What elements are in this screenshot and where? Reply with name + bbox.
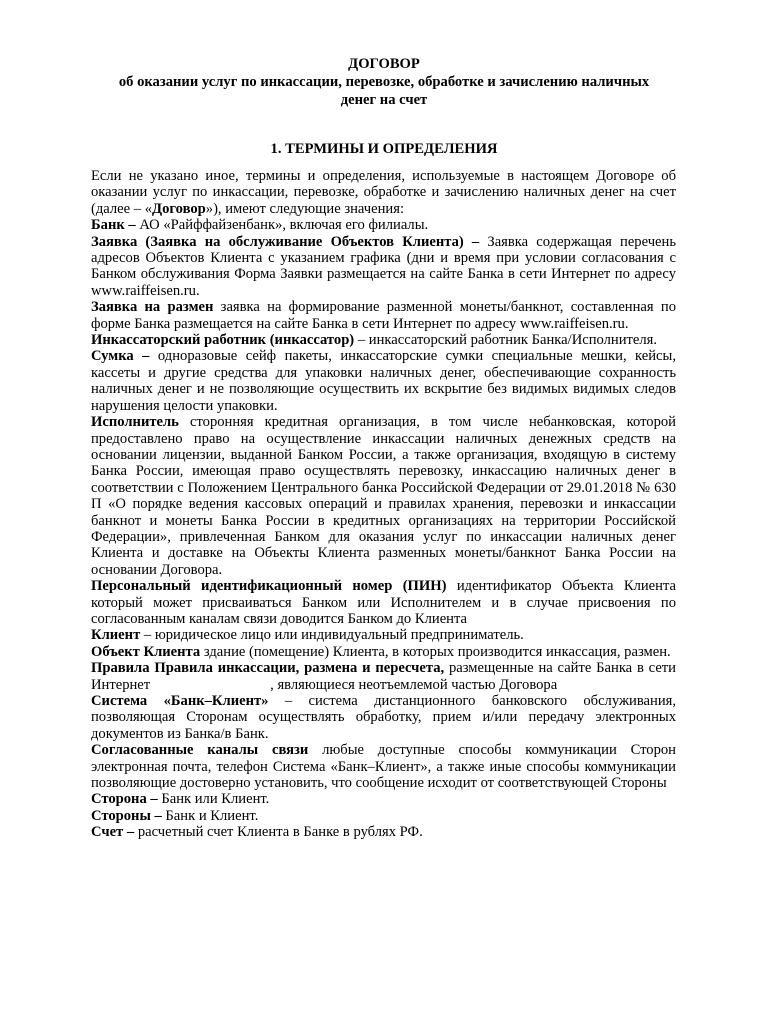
intro-text-start: Если не указано иное, термины и определения, используемые в настоящем Договоре об оказании услуг по инкассации, перевозке, обработке и зачислению наличных денег на счет (далее – « xyxy=(91,168,676,217)
document-header xyxy=(60,55,708,109)
definition-term: Стороны – xyxy=(91,807,162,824)
definition-collector xyxy=(91,332,676,348)
document-subtitle-line1: об оказании услуг по инкассации, перевозке, обработке и зачислению наличных xyxy=(118,74,650,90)
definition-text: расчетный счет Клиента в Банке в рублях РФ. xyxy=(134,824,423,841)
definition-account xyxy=(91,824,676,840)
definition-text: идентификатор Объекта Клиента который может присваиваться Банком или Исполнителем и в случае присвоения по согласованным каналам связи доводится Банком до Клиента xyxy=(91,578,676,627)
definition-pin xyxy=(91,578,676,627)
definition-term: Объект Клиента xyxy=(91,643,201,660)
definition-term: Правила Правила инкассации, размена и пересчета, xyxy=(91,660,445,677)
definition-bank xyxy=(91,217,676,233)
definition-term: Система «Банк–Клиент» xyxy=(91,693,269,709)
definition-communication-channels xyxy=(91,742,676,791)
definition-text: сторонняя кредитная организация, в том числе небанковская, которой предоставлено право на осуществление инкассации наличных денежных средств на основании лицензии, выданной Банком России, а также организация, входящую в систему Банка России, имеющая право осуществлять перевозку, инкассацию наличных денег в соответствии с Положением Центрального банка Российской Федерации от 29.01.2018 № 630 П «О порядке ведения кассовых операций и правилах хранения, перевозки и инкассации банкнот и монеты Банка России в кредитных организациях на территории Российской Федерации», привлеченная Банком для оказания услуг по инкассации наличных денег Клиента и доставке на Объекты Клиента разменных монеты/банкнот Банка России на основании Договора. xyxy=(91,414,676,578)
section-title: 1. ТЕРМИНЫ И ОПРЕДЕЛЕНИЯ xyxy=(270,141,498,157)
intro-term: Договор xyxy=(152,200,206,217)
definitions-body xyxy=(91,168,676,841)
definition-executor xyxy=(91,414,676,578)
intro-text-end: »), имеют следующие значения: xyxy=(205,200,404,217)
document-subtitle-line2: денег на счет xyxy=(340,92,428,108)
definition-party xyxy=(91,791,676,807)
definition-text: – система дистанционного банковского обслуживания, позволяющая Сторонам осуществлять обработку, прием и/или передачу электронных документов из Банка/в Банк. xyxy=(91,693,676,742)
definition-term: Инкассаторский работник (инкассатор) xyxy=(91,332,355,349)
definition-term: Клиент xyxy=(91,627,141,644)
definition-text: Банк или Клиент. xyxy=(157,791,270,808)
definition-text: заявка на формирование разменной монеты/банкнот, составленная по форме Банка размещается на сайте Банка в сети Интернет по адресу www.raiffeisen.ru. xyxy=(91,299,676,332)
definition-term: Исполнитель xyxy=(91,414,179,431)
definition-text: одноразовые сейф пакеты, инкассаторские сумки специальные мешки, кейсы, кассеты и другие средства для упаковки наличных денег, обеспечивающие сохранность наличных денег и не позволяющие осуществить их вскрытие без видимых видимых следов нарушения целости упаковки. xyxy=(91,348,676,414)
definition-text: Банк и Клиент. xyxy=(161,807,259,824)
definition-term: Согласованные каналы связи xyxy=(91,742,309,759)
definition-request xyxy=(91,234,676,300)
definition-rules xyxy=(91,660,676,693)
definition-term: Счет – xyxy=(91,824,135,841)
definition-text: Заявка содержащая перечень адресов Объектов Клиента с указанием графика (дни и время при условии согласования с Банком обслуживания Форма Заявки размещается на сайте Банка в сети Интернет по адресу www.raiffeisen.ru. xyxy=(91,233,676,299)
definition-text: АО «Райффайзенбанк», включая его филиалы. xyxy=(135,217,429,234)
definition-client-object xyxy=(91,644,676,660)
definition-parties xyxy=(91,808,676,824)
definition-text: – инкассаторский работник Банка/Исполнителя. xyxy=(354,332,658,349)
intro-paragraph xyxy=(91,168,676,217)
document-title: ДОГОВОР xyxy=(348,56,420,72)
definition-text: размещенные на сайте Банка в сети Интернет xyxy=(91,660,676,693)
definition-term: Сумка – xyxy=(91,348,150,365)
definition-client xyxy=(91,627,676,643)
definition-text-continued: , являющиеся неотъемлемой частью Договора xyxy=(270,676,558,693)
definition-text: любые доступные способы коммуникации Сторон электронная почта, телефон Система «Банк–Клиент», а также иные способы коммуникации позволяющие достоверно установить, что сообщение исходит от соответствующей Стороны xyxy=(91,742,676,792)
definition-term: Банк – xyxy=(91,217,136,234)
definition-term: Сторона – xyxy=(91,791,158,808)
definition-text: здание (помещение) Клиента, в которых производится инкассация, размен. xyxy=(200,643,671,660)
definition-term: Заявка на размен xyxy=(91,299,214,316)
definition-bank-client-system xyxy=(91,693,676,742)
definition-exchange-request xyxy=(91,299,676,332)
definition-text: – юридическое лицо или индивидуальный предприниматель. xyxy=(140,627,524,644)
definition-term: Персональный идентификационный номер (ПИН) xyxy=(91,578,447,595)
definition-bag xyxy=(91,348,676,414)
definition-term: Заявка (Заявка на обслуживание Объектов Клиента) – xyxy=(91,233,480,250)
